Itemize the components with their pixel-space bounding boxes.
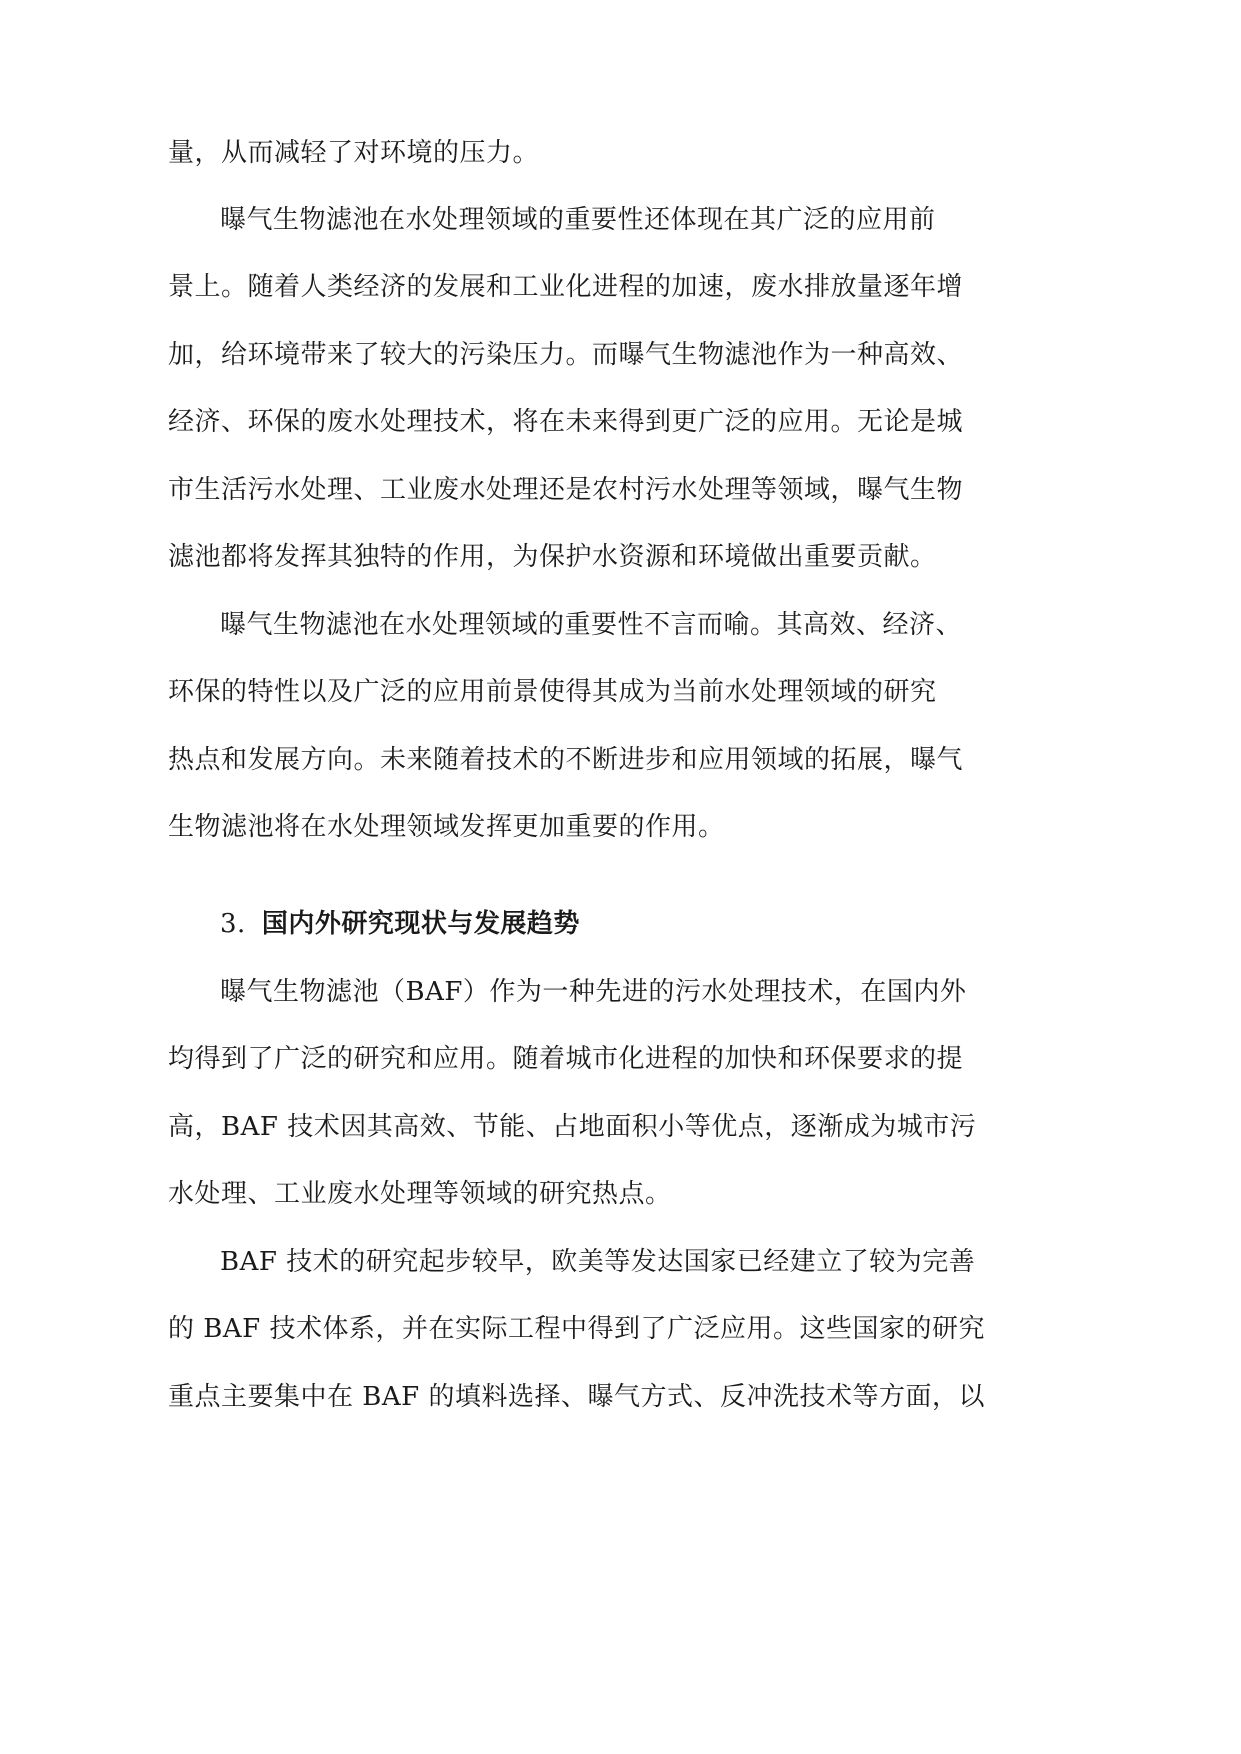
paragraph-2-line-1: 曝气生物滤池在水处理领域的重要性还体现在其广泛的应用前 bbox=[220, 205, 936, 235]
paragraph-2-line-6: 滤池都将发挥其独特的作用，为保护水资源和环境做出重要贡献。 bbox=[168, 542, 937, 572]
paragraph-5-line-3: 重点主要集中在 BAF 的填料选择、曝气方式、反冲洗技术等方面，以 bbox=[168, 1382, 985, 1412]
paragraph-2-line-3: 加，给环境带来了较大的污染压力。而曝气生物滤池作为一种高效、 bbox=[168, 340, 964, 370]
paragraph-4-line-3: 高，BAF 技术因其高效、节能、占地面积小等优点，逐渐成为城市污 bbox=[168, 1112, 977, 1142]
section-title: 国内外研究现状与发展趋势 bbox=[261, 909, 580, 939]
paragraph-2-line-2: 景上。随着人类经济的发展和工业化进程的加速，废水排放量逐年增 bbox=[168, 272, 964, 302]
section-heading bbox=[220, 907, 580, 941]
paragraph-4-line-4: 水处理、工业废水处理等领域的研究热点。 bbox=[168, 1179, 672, 1209]
paragraph-2-line-5: 市生活污水处理、工业废水处理还是农村污水处理等领域，曝气生物 bbox=[168, 475, 964, 505]
paragraph-5-line-1: BAF 技术的研究起步较早，欧美等发达国家已经建立了较为完善 bbox=[220, 1247, 976, 1277]
section-number: 3. bbox=[220, 909, 246, 939]
paragraph-1-line-1: 量，从而减轻了对环境的压力。 bbox=[168, 138, 540, 168]
paragraph-4-line-2: 均得到了广泛的研究和应用。随着城市化进程的加快和环保要求的提 bbox=[168, 1044, 964, 1074]
paragraph-3-line-1: 曝气生物滤池在水处理领域的重要性不言而喻。其高效、经济、 bbox=[220, 610, 963, 640]
paragraph-3-line-2: 环保的特性以及广泛的应用前景使得其成为当前水处理领域的研究 bbox=[168, 677, 937, 707]
paragraph-3-line-4: 生物滤池将在水处理领域发挥更加重要的作用。 bbox=[168, 812, 725, 842]
paragraph-3-line-3: 热点和发展方向。未来随着技术的不断进步和应用领域的拓展，曝气 bbox=[168, 745, 964, 775]
paragraph-2-line-4: 经济、环保的废水处理技术，将在未来得到更广泛的应用。无论是城 bbox=[168, 407, 964, 437]
paragraph-4-line-1: 曝气生物滤池（BAF）作为一种先进的污水处理技术，在国内外 bbox=[220, 977, 967, 1007]
paragraph-5-line-2: 的 BAF 技术体系，并在实际工程中得到了广泛应用。这些国家的研究 bbox=[168, 1314, 985, 1344]
